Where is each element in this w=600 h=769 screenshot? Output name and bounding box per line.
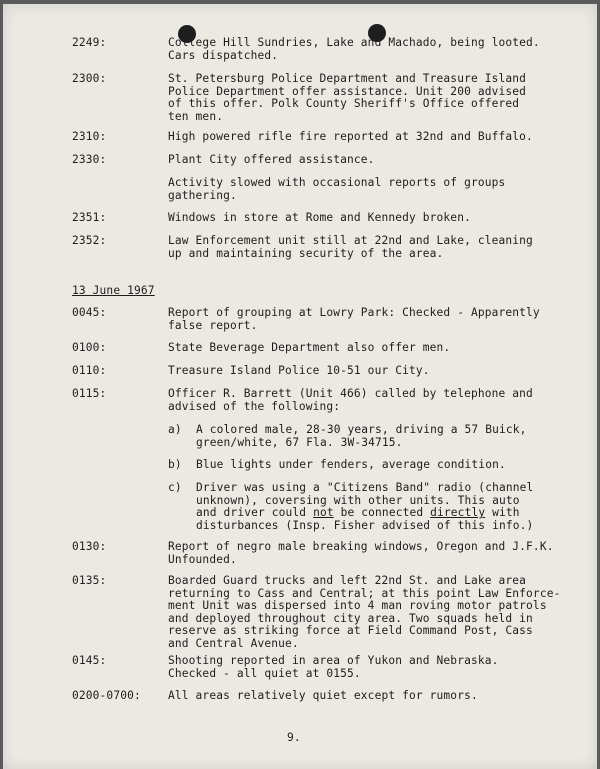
sub-item-text-part: with disturbances (Insp. Fisher advised of this info.) (196, 506, 534, 532)
entry-text: Treasure Island Police 10-51 our City. (168, 364, 430, 377)
entry-time: 2310: (72, 130, 107, 143)
sub-item-text: Blue lights under fenders, average condition. (196, 458, 506, 471)
entry-time: 2351: (72, 211, 107, 224)
entry-text: High powered rifle fire reported at 32nd and Buffalo. (168, 130, 533, 143)
underlined-word: directly (430, 506, 486, 520)
sub-item-letter: c) (168, 481, 182, 494)
entry-text: St. Petersburg Police Department and Treasure Island Police Department offer assistance. Unit 200 advised of this offer. Polk County Sheriff's Office offered ten men. (168, 72, 527, 123)
entry-text: Officer R. Barrett (Unit 466) called by telephone and advised of the following: (168, 387, 533, 413)
entry-time: 0045: (72, 306, 107, 319)
entry-time: 0135: (72, 574, 107, 587)
sub-item-text (196, 482, 566, 532)
sub-item-text-part: be connected (333, 506, 431, 520)
sub-item-text-part: Driver was using a "Citizens Band" radio (channel unknown), coversing with other units. This auto and driver could (196, 481, 534, 520)
entry-text: Plant City offered assistance. (168, 153, 375, 166)
entry-time: 0130: (72, 540, 107, 553)
entry-text: Windows in store at Rome and Kennedy broken. (168, 211, 471, 224)
entry-text: State Beverage Department also offer men. (168, 341, 451, 354)
entry-text: Activity slowed with occasional reports of groups gathering. (168, 176, 506, 202)
entry-text: Boarded Guard trucks and left 22nd St. and Lake area returning to Cass and Central; at this point Law Enforce- ment Unit was dispersed into 4 man roving motor patrols and deployed throughout city area. Two squads held in reserve as striking force at Field Command Post, Cass and Central Avenue. (168, 574, 561, 650)
entry-time: 0200-0700: (72, 689, 141, 702)
entry-text: College Hill Sundries, Lake and Machado, being looted. Cars dispatched. (168, 36, 540, 62)
sub-item-letter: b) (168, 458, 182, 471)
entry-time: 2352: (72, 234, 107, 247)
entry-time: 0100: (72, 341, 107, 354)
sub-item-text: A colored male, 28-30 years, driving a 57 Buick, green/white, 67 Fla. 3W-34715. (196, 423, 527, 449)
entry-time: 0145: (72, 654, 107, 667)
entry-time: 2300: (72, 72, 107, 85)
entry-time: 0115: (72, 387, 107, 400)
entry-text: Report of grouping at Lowry Park: Checked - Apparently false report. (168, 306, 540, 332)
entry-time: 2330: (72, 153, 107, 166)
date-heading: 13 June 1967 (72, 284, 155, 297)
entry-time: 2249: (72, 36, 107, 49)
document-page (3, 4, 597, 769)
entry-text: Shooting reported in area of Yukon and Nebraska. Checked - all quiet at 0155. (168, 654, 499, 680)
entry-text: Report of negro male breaking windows, Oregon and J.F.K. Unfounded. (168, 540, 554, 566)
sub-item-letter: a) (168, 423, 182, 436)
entry-text: Law Enforcement unit still at 22nd and Lake, cleaning up and maintaining security of the area. (168, 234, 533, 260)
entry-text: All areas relatively quiet except for rumors. (168, 689, 478, 702)
page-number: 9. (287, 731, 301, 744)
underlined-word: not (313, 506, 334, 520)
entry-time: 0110: (72, 364, 107, 377)
